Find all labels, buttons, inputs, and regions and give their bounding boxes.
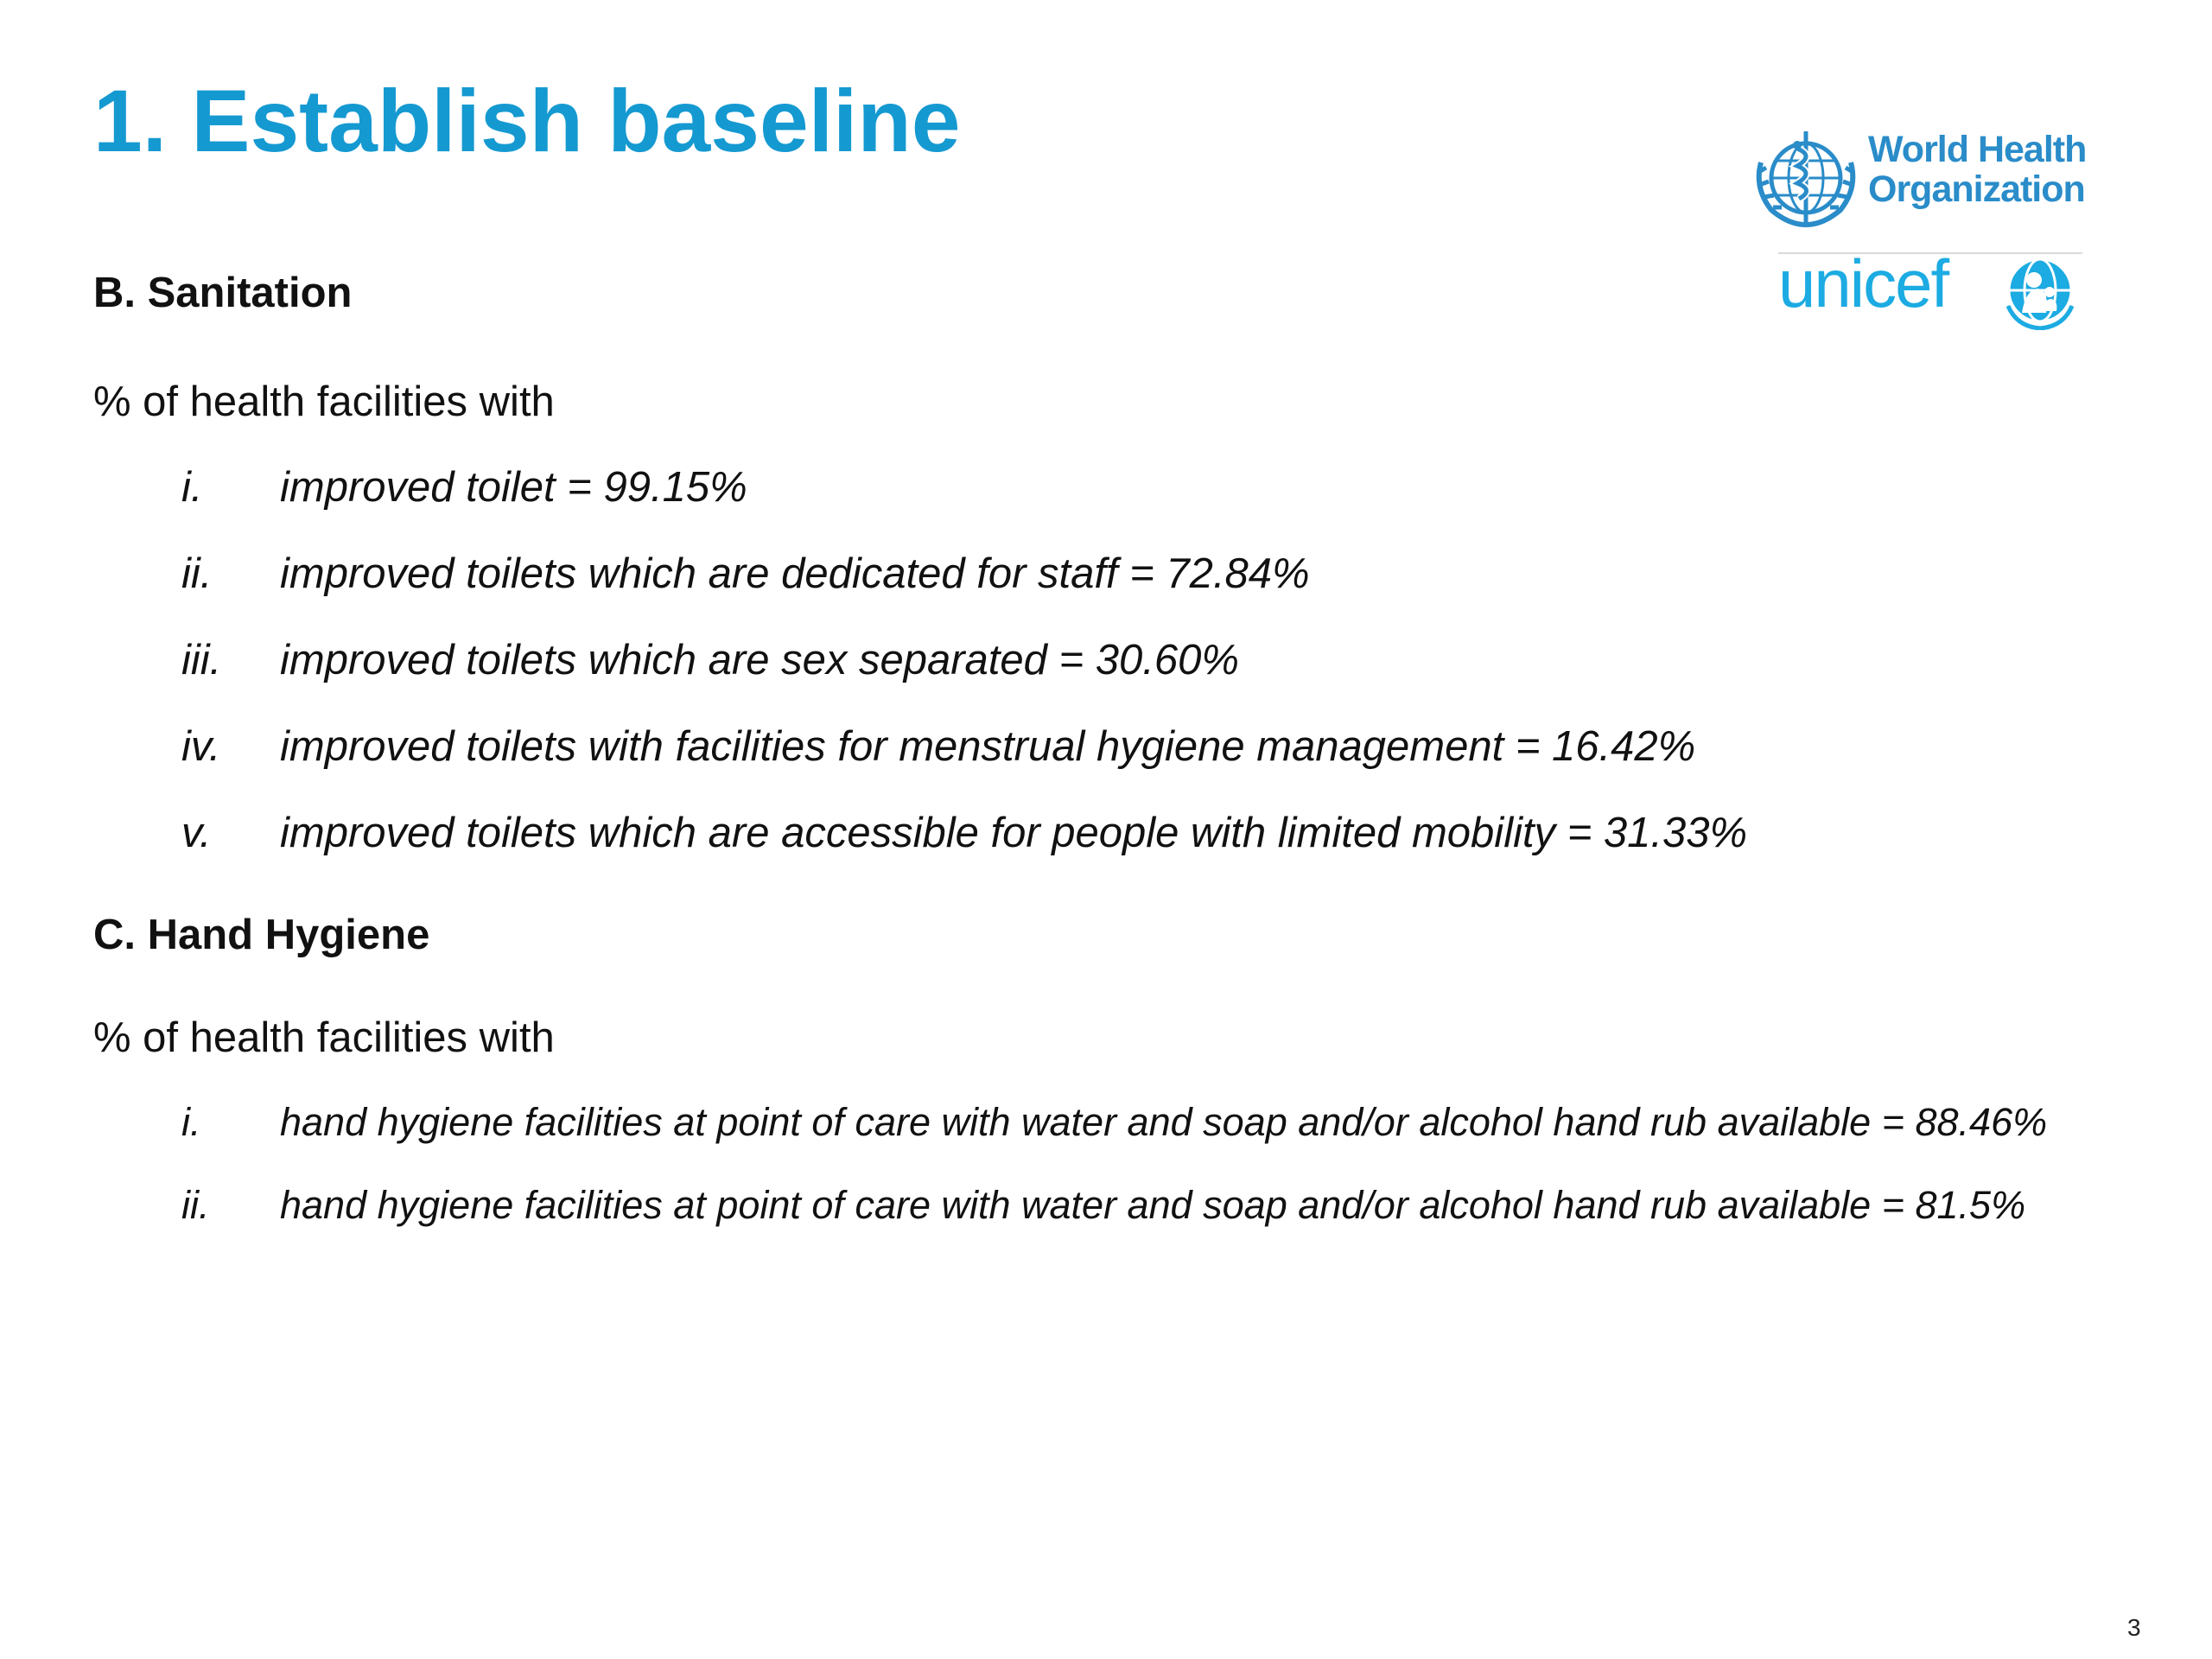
list-numeral: ii. (181, 1183, 210, 1227)
hand-hygiene-intro: % of health facilities with (93, 1014, 555, 1061)
list-numeral: ii. (181, 550, 213, 597)
list-item-text: improved toilets with facilities for menstrual hygiene management = 16.42% (280, 723, 1696, 770)
hand-hygiene-heading: C. Hand Hygiene (93, 912, 430, 958)
unicef-logo (1778, 245, 2082, 334)
sanitation-intro: % of health facilities with (93, 378, 555, 425)
list-numeral: v. (181, 810, 212, 856)
list-item-text: hand hygiene facilities at point of care with water and soap and/or alcohol hand rub available = 88.46% (280, 1100, 2048, 1144)
unicef-emblem-icon (1999, 254, 2081, 330)
page-title: 1. Establish baseline (93, 72, 961, 170)
list-numeral: i. (181, 464, 203, 511)
who-logo (1737, 121, 2087, 233)
list-item-text: hand hygiene facilities at point of care with water and soap and/or alcohol hand rub available = 81.5% (280, 1183, 2026, 1227)
list-item-text: improved toilets which are dedicated for staff = 72.84% (280, 550, 1310, 597)
who-wordmark (1868, 130, 2086, 209)
who-wordmark-line1: World Health (1868, 129, 2087, 170)
who-emblem-icon (1745, 128, 1866, 232)
list-numeral: iii. (181, 637, 222, 683)
who-wordmark-line2: Organization (1868, 168, 2085, 210)
list-item-text: improved toilets which are sex separated = 30.60% (280, 637, 1239, 683)
page-number: 3 (2127, 1614, 2141, 1641)
list-item-text: improved toilet = 99.15% (280, 464, 747, 511)
list-numeral: iv. (181, 723, 221, 770)
list-item-text: improved toilets which are accessible for people with limited mobility = 31.33% (280, 810, 1748, 856)
list-numeral: i. (181, 1100, 201, 1144)
partner-logos (1737, 121, 2087, 333)
unicef-wordmark: unicef (1778, 245, 1948, 321)
sanitation-heading: B. Sanitation (93, 270, 353, 316)
